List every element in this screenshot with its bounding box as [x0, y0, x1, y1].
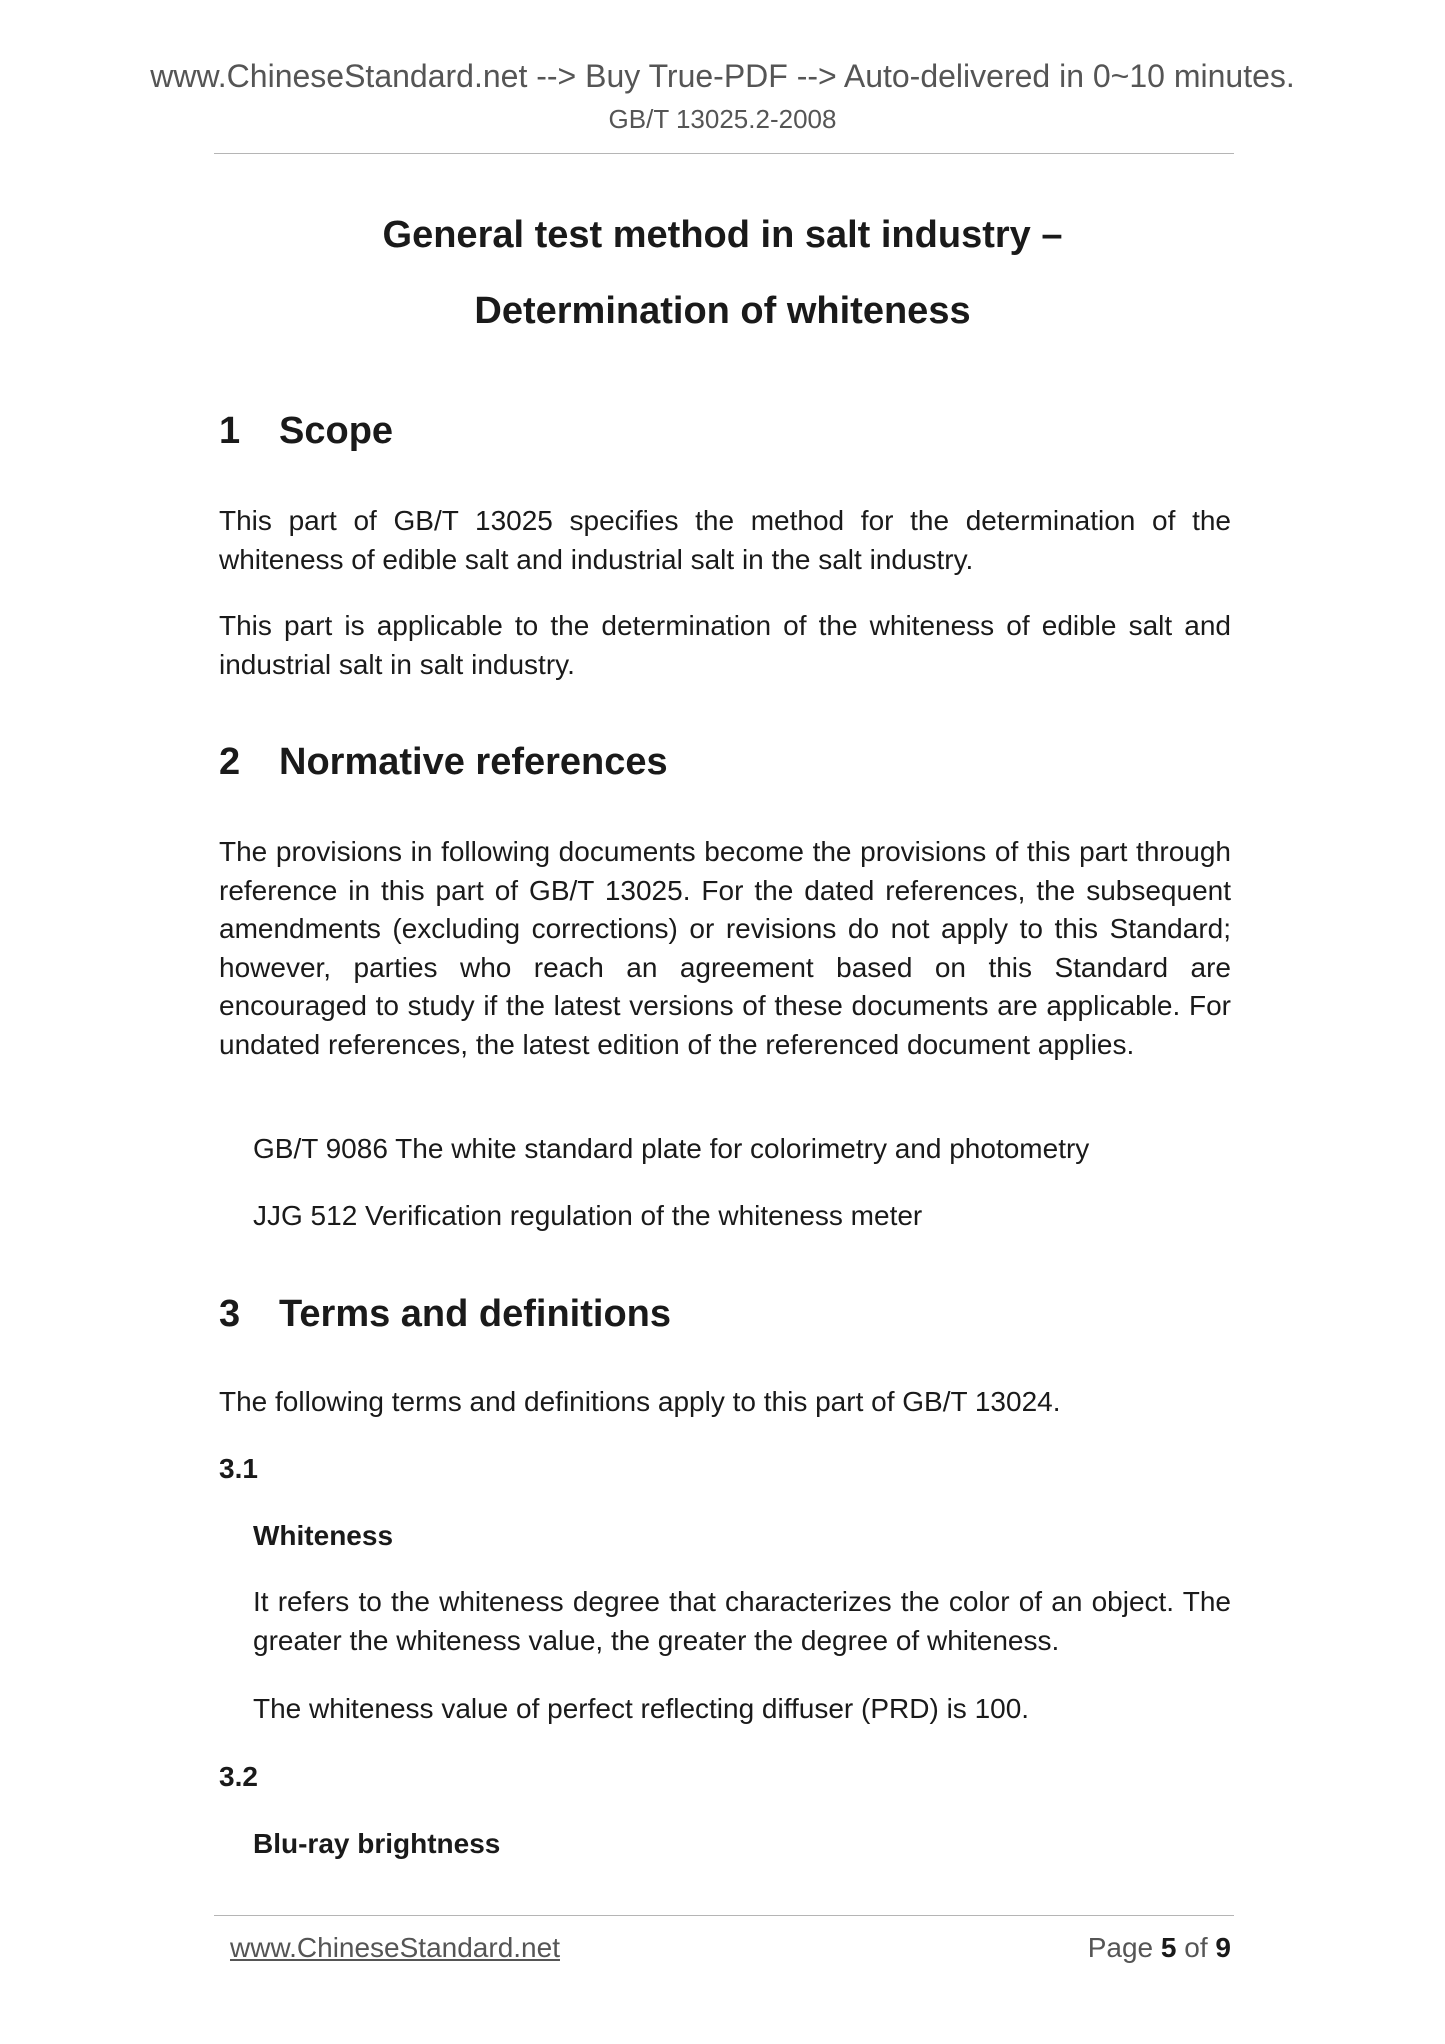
- footer-divider: [214, 1915, 1234, 1916]
- section-number: 1: [219, 410, 241, 452]
- section-heading-scope: [219, 410, 393, 453]
- section-title: Scope: [279, 410, 394, 452]
- header-divider: [214, 153, 1234, 154]
- reference-item: JJG 512 Verification regulation of the whiteness meter: [253, 1200, 923, 1231]
- page-current: 5: [1160, 1932, 1177, 1963]
- section-title: Normative references: [279, 741, 668, 783]
- section-heading-normative-references: [219, 741, 668, 784]
- page-label: Page: [1087, 1932, 1154, 1963]
- document-id: GB/T 13025.2-2008: [608, 104, 837, 134]
- section-heading-terms-and-definitions: [219, 1293, 671, 1336]
- reference-item: GB/T 9086 The white standard plate for colorimetry and photometry: [253, 1133, 1090, 1164]
- term-number: 3.2: [219, 1761, 258, 1792]
- section-number: 2: [219, 741, 241, 783]
- scope-paragraph-2: This part is applicable to the determination of the whiteness of edible salt and industrial salt in salt industry.: [219, 610, 1231, 680]
- scope-paragraph-1: This part of GB/T 13025 specifies the method for the determination of the whiteness of edible salt and industrial salt in the salt industry.: [219, 505, 1231, 575]
- term-name: Whiteness: [253, 1520, 394, 1551]
- section-title: Terms and definitions: [279, 1293, 672, 1335]
- page-total: 9: [1215, 1932, 1231, 1963]
- normative-references-paragraph: The provisions in following documents become the provisions of this part through reference in this part of GB/T 13025. For the dated references, the subsequent amendments (excluding corrections) or revisions do not apply to this Standard; however, parties who reach an agreement based on this Standard are encouraged to study if the latest versions of these documents are applicable. For undated references, the latest edition of the referenced document applies.: [219, 836, 1231, 1060]
- header-banner: www.ChineseStandard.net --> Buy True-PDF --> Auto-delivered in 0~10 minutes.: [150, 58, 1295, 94]
- terms-intro: The following terms and definitions apply to this part of GB/T 13024.: [219, 1386, 1061, 1417]
- term-name: Blu-ray brightness: [253, 1828, 501, 1859]
- footer-site-link[interactable]: www.ChineseStandard.net: [230, 1932, 560, 1963]
- section-number: 3: [219, 1293, 241, 1335]
- page-of-label: of: [1184, 1932, 1208, 1963]
- page-indicator: [1088, 1932, 1231, 1964]
- term-definition: It refers to the whiteness degree that characterizes the color of an object. The greater the whiteness value, the greater the degree of whiteness.: [253, 1586, 1231, 1656]
- term-number: 3.1: [219, 1453, 258, 1484]
- document-title-line-1: General test method in salt industry –: [382, 214, 1063, 256]
- document-title-line-2: Determination of whiteness: [474, 290, 971, 332]
- term-note: The whiteness value of perfect reflecting diffuser (PRD) is 100.: [253, 1693, 1030, 1724]
